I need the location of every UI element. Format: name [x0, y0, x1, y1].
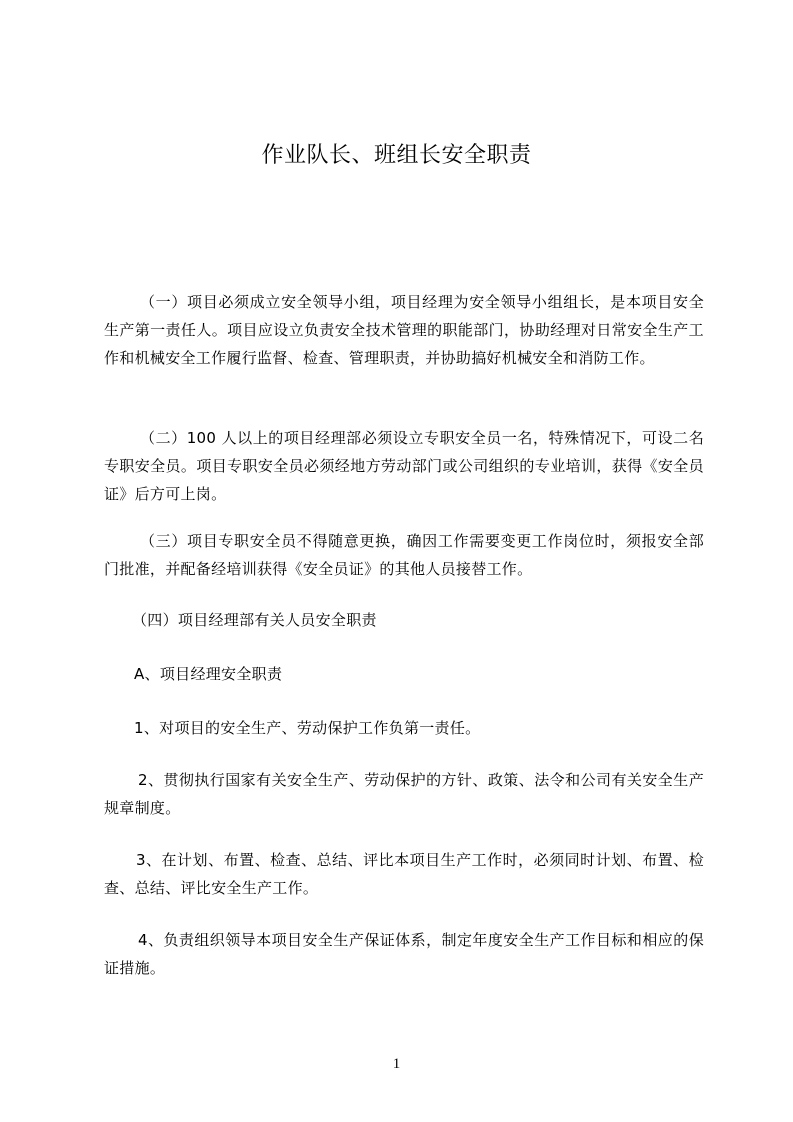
paragraph-1: （一）项目必须成立安全领导小组，项目经理为安全领导小组组长，是本项目安全生产第一责任人。项目应设立负责安全技术管理的职能部门，协助经理对日常安全生产工作和机械安全工作履行监督、检查、管理职责，并协助搞好机械安全和消防工作。 — [104, 293, 704, 367]
paragraph-3: （三）项目专职安全员不得随意更换，确因工作需要变更工作岗位时，须报安全部门批准，并配备经培训获得《安全员证》的其他人员接替工作。 — [104, 532, 704, 578]
list-item-1: 1、对项目的安全生产、劳动保护工作负第一责任。 — [134, 719, 481, 737]
list-item-2: 2、贯彻执行国家有关安全生产、劳动保护的方针、政策、法令和公司有关安全生产规章制度。 — [104, 771, 704, 817]
paragraph-2: （二）100 人以上的项目经理部必须设立专职安全员一名，特殊情况下，可设二名专职安全员。项目专职安全员必须经地方劳动部门或公司组织的专业培训，获得《安全员证》后方可上岗。 — [104, 429, 704, 503]
subsection-heading: A、项目经理安全职责 — [134, 665, 283, 683]
list-item-4: 4、负责组织领导本项目安全生产保证体系，制定年度安全生产工作目标和相应的保证措施。 — [104, 931, 704, 977]
page-number: 1 — [392, 1056, 401, 1072]
section-heading: （四）项目经理部有关人员安全职责 — [132, 611, 377, 629]
document-title: 作业队长、班组长安全职责 — [261, 143, 532, 168]
list-item-3: 3、在计划、布置、检查、总结、评比本项目生产工作时，必须同时计划、布置、检查、总结、评比安全生产工作。 — [104, 851, 704, 897]
